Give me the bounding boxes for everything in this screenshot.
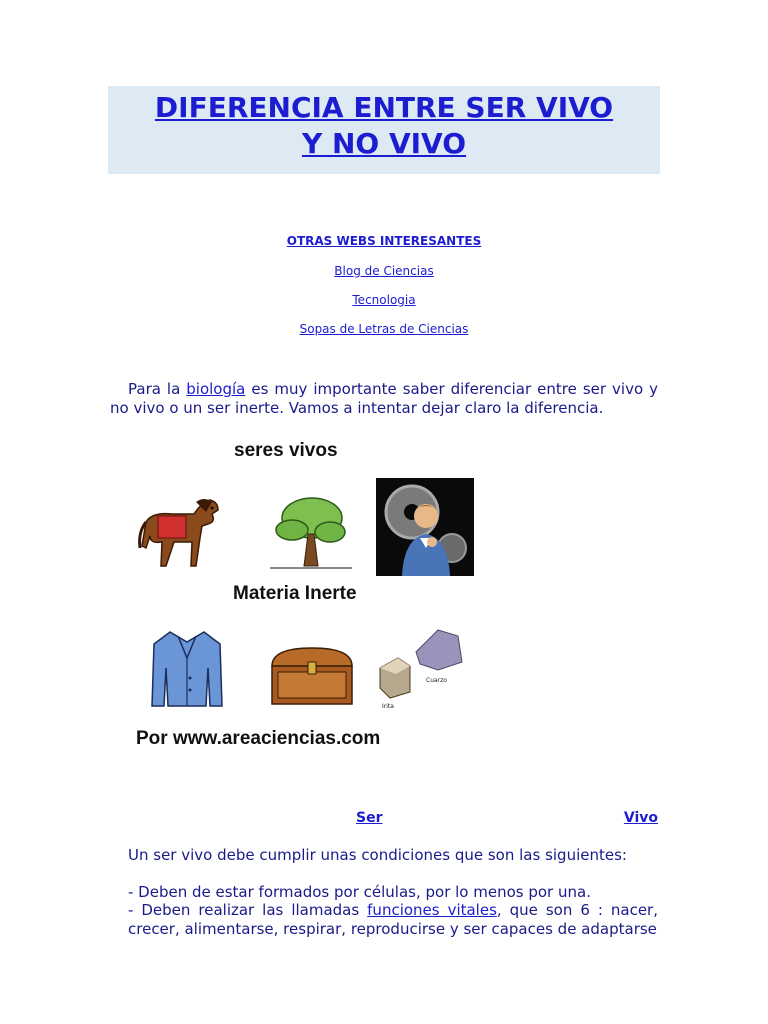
links-heading[interactable]: OTRAS WEBS INTERESANTES bbox=[286, 234, 482, 248]
title-line-1[interactable]: DIFERENCIA ENTRE SER VIVO bbox=[154, 91, 614, 124]
funciones-vitales-link[interactable]: funciones vitales bbox=[367, 901, 497, 919]
body-paragraph-2: - Deben de estar formados por células, por lo menos por una. bbox=[128, 882, 591, 901]
credit-text: Por www.areaciencias.com bbox=[136, 728, 381, 749]
link-blog-de-ciencias[interactable]: Blog de Ciencias bbox=[334, 264, 434, 278]
section-word-ser[interactable]: Ser bbox=[356, 810, 383, 826]
seres-vivos-heading: seres vivos bbox=[234, 440, 338, 461]
body-p3-after: , que son 6 : nacer, crecer, alimentarse, respirar, reproducirse y ser capaces de adaptarse bbox=[128, 901, 658, 938]
jacket-icon bbox=[150, 628, 224, 710]
biologia-link[interactable]: biología bbox=[186, 380, 246, 398]
body-p3-before: - Deben realizar las llamadas bbox=[128, 901, 368, 919]
minerals-icon bbox=[376, 622, 466, 712]
person-gears-icon bbox=[376, 478, 474, 576]
illustration bbox=[120, 430, 480, 760]
materia-inerte-heading: Materia Inerte bbox=[233, 583, 357, 604]
links-section bbox=[0, 232, 768, 349]
intro-paragraph bbox=[110, 380, 658, 417]
chest-icon bbox=[268, 644, 356, 708]
label-cuarzo: Cuarzo bbox=[426, 677, 447, 684]
body-text bbox=[110, 846, 658, 938]
title-box bbox=[108, 86, 660, 174]
spacer bbox=[110, 865, 658, 883]
pony-icon bbox=[132, 492, 224, 572]
section-word-vivo[interactable]: Vivo bbox=[623, 810, 658, 826]
intro-text-after: es muy importante saber diferenciar entre ser vivo y no vivo o un ser inerte. Vamos a intentar dejar claro la diferencia. bbox=[110, 380, 658, 417]
body-paragraph-1: Un ser vivo debe cumplir unas condiciones que son las siguientes: bbox=[128, 846, 627, 864]
link-tecnologia[interactable]: Tecnologia bbox=[352, 293, 416, 307]
label-irita: Irita bbox=[382, 703, 394, 710]
link-sopas-de-letras[interactable]: Sopas de Letras de Ciencias bbox=[299, 322, 469, 336]
page-title[interactable] bbox=[108, 90, 660, 162]
body-paragraph-3 bbox=[110, 901, 658, 938]
section-heading bbox=[356, 810, 658, 826]
intro-text-before: Para la bbox=[128, 380, 187, 398]
tree-icon bbox=[268, 490, 354, 574]
title-line-2[interactable]: Y NO VIVO bbox=[301, 127, 467, 160]
